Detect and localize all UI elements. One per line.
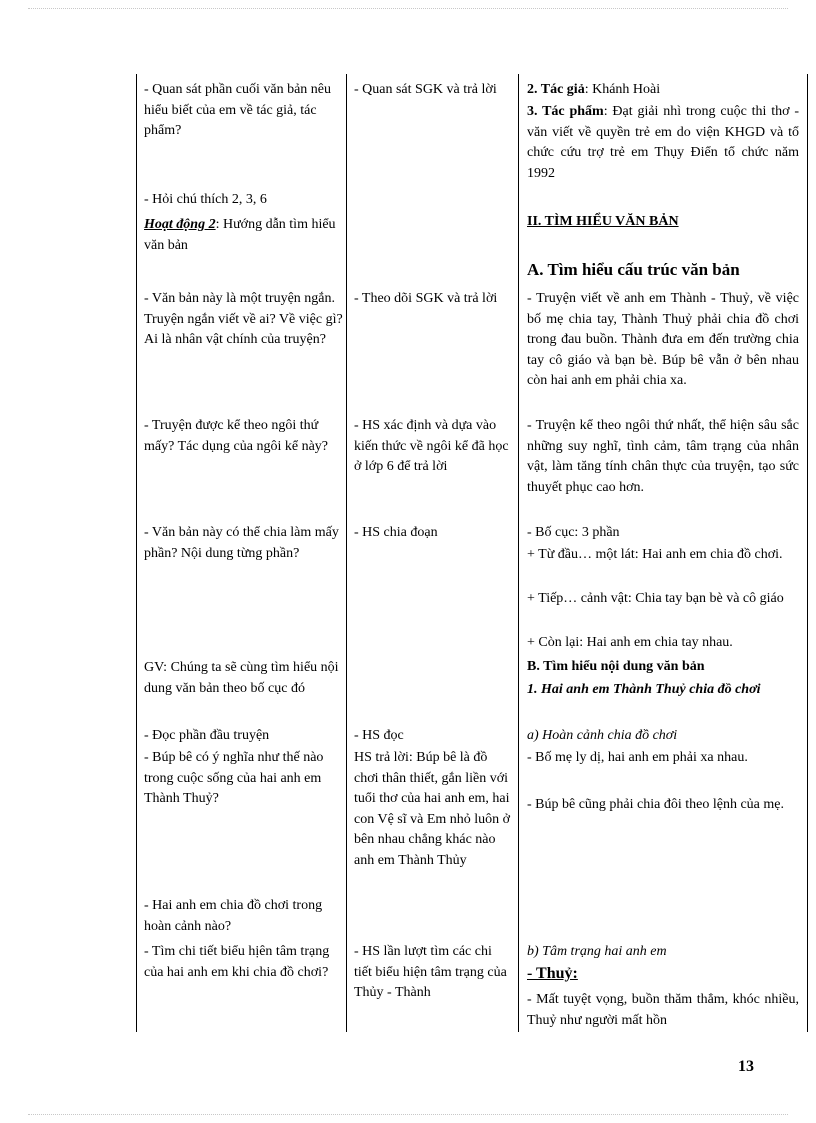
question-read: - Đọc phần đầu truyện [144,728,270,743]
table-divider-2 [518,74,519,1032]
author-text: : Khánh Hoài [584,82,661,97]
narration-note: - Truyện kể theo ngôi thứ nhất, thể hiện sâu sắc những suy nghĩ, tình cảm, tâm trạng của nhân vật, làm tăng tính chân thực của truyện, tạo sức thuyết phục cao hơn. [527,418,799,495]
question-notes: - Hỏi chú thích 2, 3, 6 [144,192,267,207]
table-border-right [807,74,808,1032]
answer-observe: - Quan sát SGK và trả lời [354,82,497,97]
despair-line: - Mất tuyệt vọng, buồn thăm thẳm, khóc nhiều, Thuỷ như người mất hồn [527,992,799,1028]
page-top-border [28,8,788,9]
question-narrator: - Truyện được kể theo ngôi thứ mấy? Tác dụng của ngôi kể này? [144,418,329,454]
activity-2-text: : Hướng dẫn tìm hiểu văn bản [144,217,336,253]
doll-split-line: - Búp bê cũng phải chia đôi theo lệnh của mẹ. [527,797,784,812]
part-1: + Từ đầu… một lát: Hai anh em chia đồ chơi. [527,547,783,562]
table-divider-1 [346,74,347,1032]
part-3: + Còn lại: Hai anh em chia tay nhau. [527,635,733,650]
activity-2-label: Hoạt động 2 [144,217,216,232]
answer-divide: - HS chia đoạn [354,525,438,540]
section-b-heading: B. Tìm hiểu nội dung văn bản [527,659,705,674]
story-summary: - Truyện viết về anh em Thành - Thuỷ, về việc bố mẹ chia tay, Thành Thuỷ phải chia đồ chơi trong đau buồn. Thành đưa em đến trường chia tay cô giáo và bạn bè. Búp bê vẫn ở bên nhau còn hai anh em phải chia xa. [527,291,799,388]
part-2: + Tiếp… cảnh vật: Chia tay bạn bè và cô giáo [527,591,784,606]
answer-follow: - Theo dõi SGK và trả lời [354,291,498,306]
answer-identify: - HS xác định và dựa vào kiến thức về ngôi kể đã học ở lớp 6 để trả lời [354,418,509,474]
page-number: 13 [738,1058,754,1075]
activity-2-heading [144,215,344,256]
question-mood: - Tìm chi tiết biểu hịên tâm trạng của hai anh em khi chia đồ chơi? [144,944,330,980]
subsection-a-heading: a) Hoàn cảnh chia đồ chơi [527,728,678,743]
question-doll: - Búp bê có ý nghĩa như thế nào trong cuộc sống của hai anh em Thành Thuỷ? [144,750,324,806]
answer-read: - HS đọc [354,728,404,743]
subsection-1-heading: 1. Hai anh em Thành Thuỷ chia đồ chơi [527,682,761,697]
question-author: - Quan sát phần cuối văn bản nêu hiểu biết của em về tác giả, tác phẩm? [144,82,331,138]
work-text: : Đạt giải nhì trong cuộc thi thơ - văn viết về quyền trẻ em do viện KHGD và tổ chức cứu trợ trẻ em Thụy Điển tổ chức năm 1992 [527,104,799,181]
subsection-b-heading: b) Tâm trạng hai anh em [527,944,667,959]
thuy-heading: - Thuỷ: [527,965,578,982]
section-a-heading: A. Tìm hiểu cấu trúc văn bản [527,260,740,279]
question-circumstance: - Hai anh em chia đồ chơi trong hoàn cảnh nào? [144,898,323,934]
work-label: 3. Tác phẩm [527,104,604,119]
table-border-left [136,74,137,1032]
divorce-line: - Bố mẹ ly dị, hai anh em phải xa nhau. [527,750,748,765]
author-line [527,80,799,101]
teacher-note: GV: Chúng ta sẽ cùng tìm hiểu nội dung văn bản theo bố cục đó [144,660,339,696]
question-parts: - Văn bản này có thể chia làm mấy phần? Nội dung từng phần? [144,525,339,561]
work-line [527,102,799,184]
answer-doll: HS trả lời: Búp bê là đồ chơi thân thiết, gắn liền với tuổi thơ của hai anh em, hai con Vệ sĩ và Em nhỏ luôn ở bên nhau chẳng khác nào anh em Thành Thủy [354,750,511,868]
answer-find: - HS lần lượt tìm các chi tiết biểu hiện tâm trạng của Thủy - Thành [354,944,507,1000]
layout-line: - Bố cục: 3 phần [527,525,620,540]
author-label: 2. Tác giả [527,82,585,97]
page-bottom-border [28,1114,788,1115]
section-2-heading: II. TÌM HIỂU VĂN BẢN [527,214,679,229]
question-genre: - Văn bản này là một truyện ngắn. Truyện ngắn viết về ai? Về việc gì? Ai là nhân vật chính của truyện? [144,291,343,347]
